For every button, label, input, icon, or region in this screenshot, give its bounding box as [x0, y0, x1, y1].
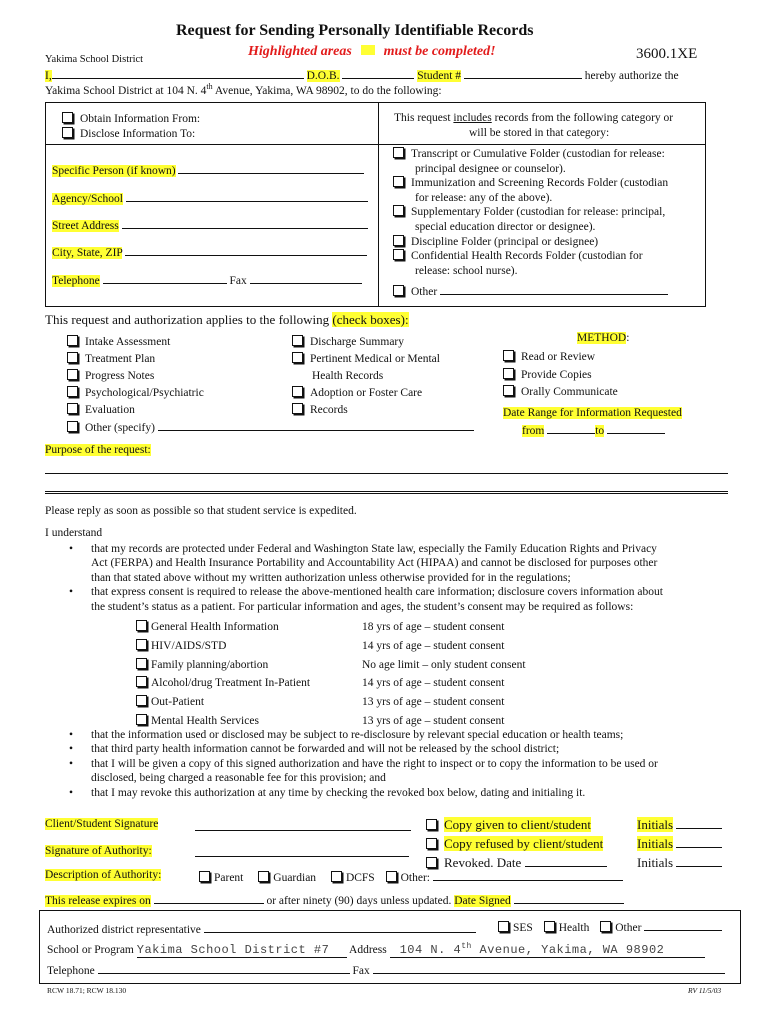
checkbox[interactable]: [393, 235, 404, 246]
understand-item: • that my records are protected under Federal and Washington State law, especially the Family Education Rights and Privacy: [91, 542, 663, 556]
fax-label: Fax: [229, 275, 247, 287]
consent-ages: [362, 618, 526, 731]
checkbox[interactable]: [331, 871, 342, 882]
other-field[interactable]: [644, 919, 722, 931]
category-discipline[interactable]: Discipline Folder (principal or designee): [393, 235, 668, 250]
client-signature-label: Client/Student Signature: [45, 818, 159, 830]
medical-option-cont: Health Records: [312, 370, 384, 382]
purpose-label: Purpose of the request:: [45, 444, 151, 456]
ses-option[interactable]: SES: [498, 922, 533, 934]
other-authority-option[interactable]: Other:: [386, 872, 430, 884]
treatment-option[interactable]: Treatment Plan: [67, 351, 474, 368]
highlight-swatch: [361, 45, 375, 55]
checkbox[interactable]: [600, 921, 611, 932]
understand-item-cont: Act (FERPA) and Health Insurance Portability and Accountability Act (HIPAA) and cannot be disclosed for purposes other: [91, 557, 658, 570]
district-rep-field[interactable]: [204, 921, 476, 933]
checkbox[interactable]: [292, 386, 303, 397]
purpose-line-2[interactable]: [45, 491, 728, 496]
city-row: [52, 244, 367, 259]
understand-item-cont: than that stated above without my written authorization unless otherwise provided for in the regulations;: [91, 571, 571, 584]
other-specify-field[interactable]: [158, 419, 474, 431]
category-immunization[interactable]: Immunization and Screening Records Folder (custodian: [393, 176, 668, 191]
specific-person-row: [52, 162, 364, 177]
client-signature-field[interactable]: [195, 830, 411, 831]
name-label: I,: [45, 70, 52, 82]
authorize-text: hereby authorize the: [584, 70, 679, 82]
adoption-option[interactable]: Adoption or Foster Care: [292, 385, 440, 402]
revoked-option[interactable]: Revoked. Date: [426, 853, 607, 872]
evaluation-option[interactable]: Evaluation: [67, 402, 474, 419]
consent-age: 13 yrs of age – student consent: [362, 714, 505, 727]
expiry-row: This release expires on or after ninety (90) days unless updated. Date Signed: [45, 892, 624, 907]
agency-row: [52, 190, 368, 205]
initials-field[interactable]: [676, 836, 722, 848]
intake-option[interactable]: Intake Assessment: [67, 334, 474, 351]
read-option[interactable]: Read or Review: [503, 349, 618, 367]
category-intro-2: will be stored in that category:: [469, 127, 610, 139]
telephone-row: [52, 272, 362, 287]
purpose-line-1[interactable]: [45, 473, 728, 474]
expiry-label: This release expires on: [45, 895, 151, 907]
authorization-line-1: [45, 67, 679, 82]
dob-field[interactable]: [342, 67, 414, 79]
understand-list: [91, 542, 663, 614]
checkbox[interactable]: [292, 352, 303, 363]
consent-age: 14 yrs of age – student consent: [362, 639, 505, 652]
obtain-label: Obtain Information From:: [80, 113, 201, 125]
form-title: Request for Sending Personally Identifiable Records: [176, 22, 534, 39]
method-heading: METHOD:: [577, 332, 630, 344]
checkbox[interactable]: [199, 871, 210, 882]
checkbox[interactable]: [136, 639, 147, 650]
district-rep-row: Authorized district representative: [47, 921, 476, 936]
checkbox[interactable]: [67, 369, 78, 380]
other-option[interactable]: Other: [600, 922, 641, 934]
checkbox[interactable]: [136, 695, 147, 706]
category-other-field[interactable]: [440, 283, 668, 295]
highlight-notice: [248, 44, 496, 60]
consent-family[interactable]: Family planning/abortion: [136, 656, 310, 675]
checkbox[interactable]: [393, 176, 404, 187]
divider: [378, 144, 705, 145]
medical-option[interactable]: Pertinent Medical or Mental: [292, 351, 440, 368]
understand-heading: I understand: [45, 527, 103, 539]
revoked-date-field[interactable]: [525, 855, 607, 867]
checkbox[interactable]: [393, 205, 404, 216]
fax-field[interactable]: [250, 272, 362, 284]
checkbox[interactable]: [67, 352, 78, 363]
checkbox[interactable]: [136, 676, 147, 687]
category-supplementary-cont: special education director or designee).: [415, 220, 596, 233]
telephone-field[interactable]: [103, 272, 227, 284]
understand-item: • that the information used or disclosed may be subject to re-disclosure by relevant special education or health teams;: [91, 728, 658, 742]
checkbox[interactable]: [292, 403, 303, 414]
date-to-field[interactable]: [607, 422, 665, 434]
copy-status-list: [426, 815, 607, 872]
consent-labels: [136, 618, 310, 731]
understand-item: • that I may revoke this authorization at any time by checking the revoked box below, dating and initialing it.: [91, 786, 658, 800]
dcfs-option[interactable]: DCFS: [331, 872, 375, 884]
checkbox[interactable]: [136, 714, 147, 725]
consent-general[interactable]: General Health Information: [136, 618, 310, 637]
checkbox[interactable]: [67, 403, 78, 414]
category-health-cont: release: school nurse).: [415, 264, 518, 277]
initials-label: Initials: [637, 855, 674, 870]
city-label: City, State, ZIP: [52, 247, 123, 259]
category-health[interactable]: Confidential Health Records Folder (custodian for: [393, 249, 668, 264]
guardian-option[interactable]: Guardian: [258, 872, 316, 884]
understand-item-cont: disclosed, being charged a reasonable fee for this provision; and: [91, 772, 386, 785]
method-options: [503, 349, 618, 402]
divider: [45, 144, 378, 145]
consent-alcohol[interactable]: Alcohol/drug Treatment In-Patient: [136, 674, 310, 693]
student-number-label: Student #: [417, 70, 462, 82]
checkbox[interactable]: [503, 385, 514, 396]
student-number-field[interactable]: [464, 67, 582, 79]
initials-label: Initials: [637, 817, 674, 832]
school-field[interactable]: Yakima School District #7: [137, 943, 347, 958]
disclose-checkbox[interactable]: [62, 127, 73, 138]
other-specify-option[interactable]: Other (specify): [67, 419, 474, 437]
district-fax-label: Fax: [352, 965, 370, 977]
checkbox[interactable]: [292, 335, 303, 346]
understand-item: • that third party health information cannot be forwarded and will not be released by the school district;: [91, 742, 658, 756]
rcw-reference: RCW 18.71; RCW 18.130: [47, 986, 127, 995]
consent-hiv[interactable]: HIV/AIDS/STD: [136, 637, 310, 656]
understand-item: • that express consent is required to release the above-mentioned health care information; disclosure covers information about: [91, 585, 663, 599]
dob-label: D.O.B.: [306, 70, 340, 82]
city-field[interactable]: [125, 244, 367, 256]
checkbox[interactable]: [136, 658, 147, 669]
school-row: [47, 942, 705, 958]
understand-item: • that I will be given a copy of this signed authorization and have the right to inspect or to copy the information to be used or: [91, 757, 658, 771]
consent-age: 18 yrs of age – student consent: [362, 621, 505, 633]
highlight-notice-b: must be completed!: [383, 44, 496, 59]
checkbox[interactable]: [498, 921, 509, 932]
records-option[interactable]: Records: [292, 402, 440, 419]
agency-label: Agency/School: [52, 193, 123, 205]
consent-age: No age limit – only student consent: [362, 658, 526, 671]
checkbox[interactable]: [426, 838, 437, 849]
reply-note: Please reply as soon as possible so that student service is expedited.: [45, 505, 357, 517]
checkbox[interactable]: [67, 335, 78, 346]
district-phone-row: [47, 962, 725, 977]
district-fax-field[interactable]: [373, 962, 725, 974]
authority-signature-field[interactable]: [195, 856, 409, 857]
checkbox[interactable]: [426, 819, 437, 830]
category-intro-1: This request includes records from the following category or: [394, 112, 674, 124]
consent-mental[interactable]: Mental Health Services: [136, 712, 310, 731]
parent-option[interactable]: Parent: [199, 872, 243, 884]
date-range-row: from to: [522, 422, 665, 437]
address-text-b: Avenue, Yakima, WA 98902, to do the following:: [212, 84, 442, 97]
copies-option[interactable]: Provide Copies: [503, 367, 618, 385]
discharge-option[interactable]: Discharge Summary: [292, 334, 440, 351]
obtain-option[interactable]: [62, 112, 200, 125]
obtain-checkbox[interactable]: [62, 112, 73, 123]
street-field[interactable]: [122, 217, 368, 229]
category-immunization-cont: for release: any of the above).: [415, 191, 553, 204]
address-sup: th: [206, 82, 213, 91]
checkbox[interactable]: [136, 620, 147, 631]
category-transcript-cont: principal designee or counselor).: [415, 162, 566, 175]
category-other[interactable]: Other: [393, 283, 668, 300]
checkbox[interactable]: [258, 871, 269, 882]
checkbox[interactable]: [386, 871, 397, 882]
street-row: [52, 217, 368, 232]
authorization-line-2: [45, 82, 442, 97]
copy-refused-option[interactable]: Copy refused by client/student: [426, 834, 607, 853]
category-transcript[interactable]: Transcript or Cumulative Folder (custodian for release:: [393, 147, 668, 162]
applies-heading: This request and authorization applies to the following (check boxes):: [45, 312, 409, 327]
checkbox[interactable]: [426, 857, 437, 868]
district-type-options: [498, 919, 722, 934]
oral-option[interactable]: Orally Communicate: [503, 384, 618, 402]
district-name: Yakima School District: [45, 54, 144, 65]
date-signed-label: Date Signed: [454, 895, 511, 907]
address-label: Address: [349, 944, 387, 956]
school-label: School or Program: [47, 944, 134, 956]
progress-option[interactable]: Progress Notes: [67, 368, 474, 385]
expiry-date-field[interactable]: [154, 892, 264, 904]
date-signed-field[interactable]: [514, 892, 624, 904]
checkbox[interactable]: [393, 147, 404, 158]
applies-col2: [292, 334, 440, 419]
district-telephone-label: Telephone: [47, 965, 95, 977]
checkbox[interactable]: [503, 368, 514, 379]
checkbox[interactable]: [544, 921, 555, 932]
authority-signature-label: Signature of Authority:: [45, 845, 152, 857]
category-list: [393, 147, 668, 300]
consent-age: 14 yrs of age – student consent: [362, 677, 505, 690]
checkbox[interactable]: [503, 350, 514, 361]
initials-list: [637, 815, 722, 872]
understand-item-cont: the student’s status as a patient. For particular information and ages, the student’s consent may be required as follows:: [91, 600, 634, 613]
disclose-option[interactable]: [62, 127, 195, 140]
highlight-notice-a: Highlighted areas: [248, 44, 352, 59]
revision-date: RV 11/5/03: [688, 986, 722, 995]
specific-person-field[interactable]: [178, 162, 364, 174]
checkbox[interactable]: [393, 249, 404, 260]
description-label: Description of Authority:: [45, 869, 162, 881]
category-supplementary[interactable]: Supplementary Folder (custodian for release: principal,: [393, 205, 668, 220]
checkbox[interactable]: [67, 386, 78, 397]
health-option[interactable]: Health: [544, 922, 590, 934]
initials-field[interactable]: [676, 855, 722, 867]
date-range-label: Date Range for Information Requested: [503, 407, 682, 419]
initials-field[interactable]: [676, 817, 722, 829]
understand-list-2: [91, 728, 658, 800]
checkbox[interactable]: [67, 421, 78, 432]
consent-age: 13 yrs of age – student consent: [362, 696, 505, 709]
initials-label: Initials: [637, 836, 674, 851]
consent-outpatient[interactable]: Out-Patient: [136, 693, 310, 712]
name-field[interactable]: [52, 67, 304, 79]
street-label: Street Address: [52, 220, 119, 232]
form-number: 3600.1XE: [636, 46, 698, 62]
address-text-a: Yakima School District at 104 N. 4: [45, 84, 207, 97]
agency-field[interactable]: [126, 190, 368, 202]
address-field[interactable]: 104 N. 4th Avenue, Yakima, WA 98902: [390, 942, 705, 958]
district-telephone-field[interactable]: [98, 962, 350, 974]
disclose-label: Disclose Information To:: [80, 128, 196, 140]
date-from-field[interactable]: [547, 422, 595, 434]
specific-person-label: Specific Person (if known): [52, 165, 176, 177]
copy-given-option[interactable]: Copy given to client/student: [426, 815, 607, 834]
checkbox[interactable]: [393, 285, 404, 296]
telephone-label: Telephone: [52, 275, 100, 287]
psych-option[interactable]: Psychological/Psychiatric: [67, 385, 474, 402]
